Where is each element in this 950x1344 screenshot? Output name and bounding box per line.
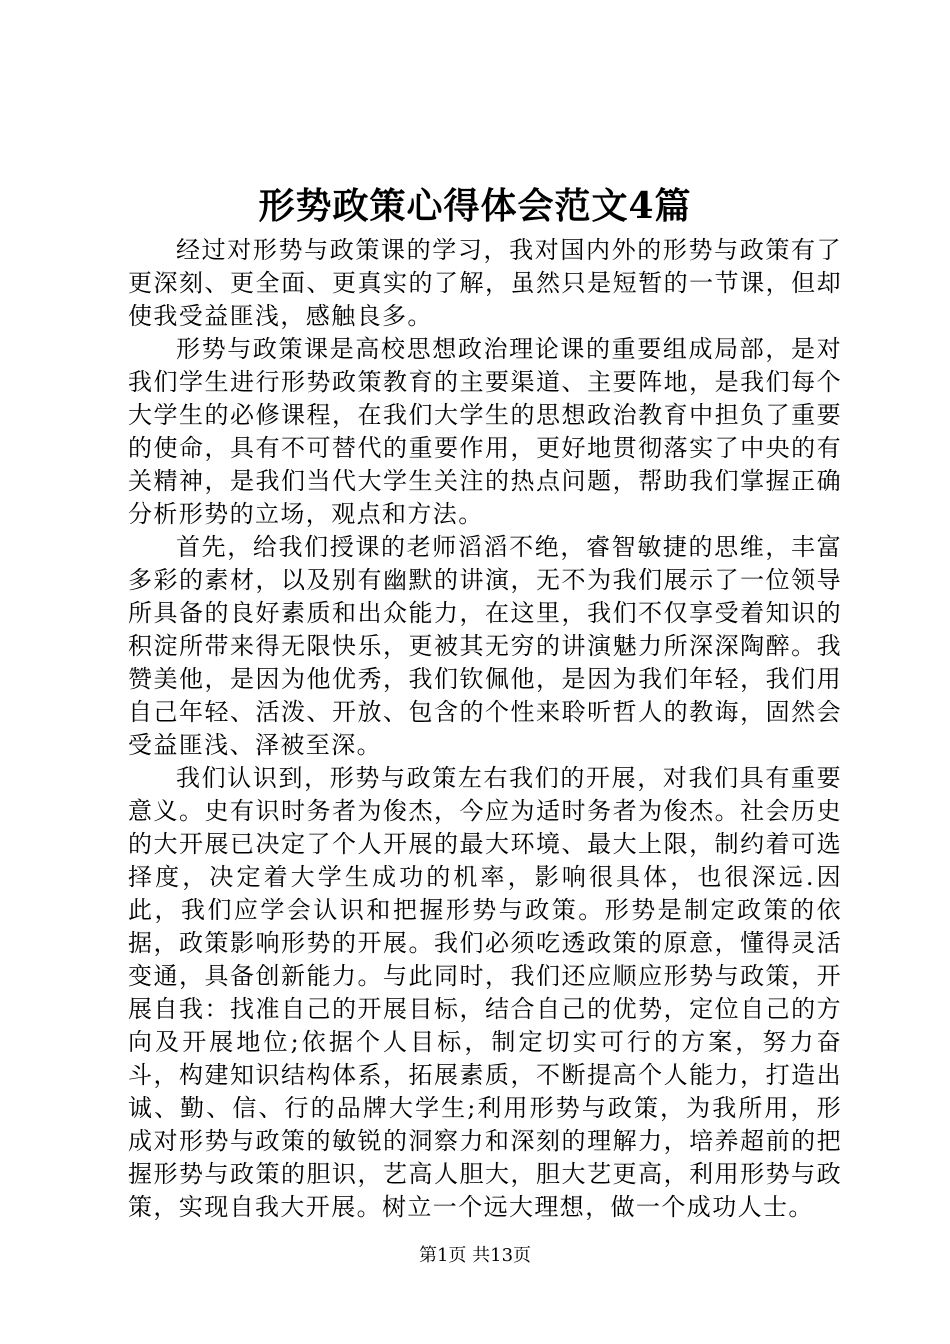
paragraph-1: 经过对形势与政策课的学习，我对国内外的形势与政策有了更深刻、更全面、更真实的了解，虽然只是短暂的一节课，但却使我受益匪浅，感触良多。 <box>128 236 842 330</box>
document-title: 形势政策心得体会范文4篇 <box>258 185 692 227</box>
paragraph-2: 形势与政策课是高校思想政治理论课的重要组成局部，是对我们学生进行形势政策教育的主要渠道、主要阵地，是我们每个大学生的必修课程，在我们大学生的思想政治教育中担负了重要的使命，具有不可替代的重要作用，更好地贯彻落实了中央的有关精神，是我们当代大学生关注的热点问题，帮助我们掌握正确分析形势的立场，观点和方法。 <box>128 335 842 528</box>
paragraph-4: 我们认识到，形势与政策左右我们的开展，对我们具有重要意义。史有识时务者为俊杰，今应为适时务者为俊杰。社会历史的大开展已决定了个人开展的最大环境、最大上限，制约着可选择度，决定着大学生成功的机率，影响很具体，也很深远.因此，我们应学会认识和把握形势与政策。形势是制定政策的依据，政策影响形势的开展。我们必须吃透政策的原意，懂得灵活变通，具备创新能力。与此同时，我们还应顺应形势与政策，开展自我：找准自己的开展目标，结合自己的优势，定位自己的方向及开展地位;依据个人目标，制定切实可行的方案，努力奋斗，构建知识结构体系，拓展素质，不断提高个人能力，打造出诚、勤、信、行的品牌大学生;利用形势与政策，为我所用，形成对形势与政策的敏锐的洞察力和深刻的理解力，培养超前的把握形势与政策的胆识，艺高人胆大，胆大艺更高，利用形势与政策，实现自我大开展。树立一个远大理想，做一个成功人士。 <box>128 764 842 1221</box>
paragraph-3: 首先，给我们授课的老师滔滔不绝，睿智敏捷的思维，丰富多彩的素材，以及别有幽默的讲演，无不为我们展示了一位领导所具备的良好素质和出众能力，在这里，我们不仅享受着知识的积淀所带来得无限快乐，更被其无穷的讲演魅力所深深陶醉。我赞美他，是因为他优秀，我们钦佩他，是因为我们年轻，我们用自己年轻、活泼、开放、包含的个性来聆听哲人的教诲，固然会受益匪浅、泽被至深。 <box>128 533 842 759</box>
page-footer: 第1页 共13页 <box>418 1245 532 1266</box>
document-body <box>128 234 842 1224</box>
